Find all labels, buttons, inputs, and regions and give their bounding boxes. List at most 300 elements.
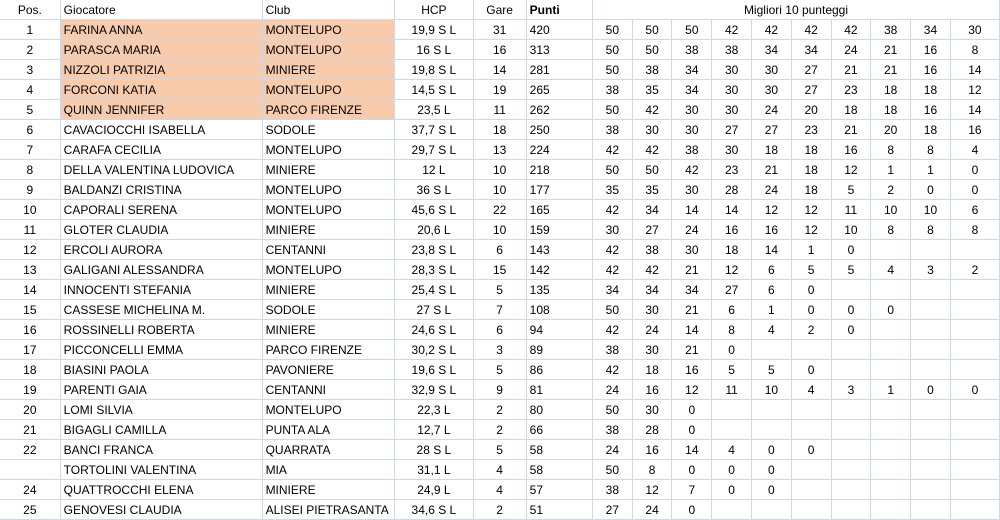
cell-club[interactable]: PARCO FIRENZE [262,100,395,120]
cell-player-name[interactable]: NIZZOLI PATRIZIA [60,60,262,80]
cell-score[interactable]: 50 [632,160,672,180]
cell-gare[interactable]: 10 [473,220,526,240]
cell-punti[interactable]: 142 [526,260,592,280]
cell-player-name[interactable]: GALIGANI ALESSANDRA [60,260,262,280]
cell-score[interactable]: 21 [672,300,712,320]
cell-hcp[interactable]: 23,5 L [395,100,474,120]
cell-punti[interactable]: 86 [526,360,592,380]
cell-score[interactable]: 23 [791,120,831,140]
cell-pos[interactable]: 22 [0,440,60,460]
header-pos[interactable]: Pos. [0,0,60,20]
cell-player-name[interactable]: GLOTER CLAUDIA [60,220,262,240]
cell-score[interactable] [911,400,951,420]
cell-score[interactable]: 21 [871,60,911,80]
cell-score[interactable]: 21 [752,160,792,180]
cell-score[interactable] [831,280,871,300]
cell-score[interactable] [791,340,831,360]
cell-score[interactable]: 42 [632,140,672,160]
cell-score[interactable] [831,400,871,420]
cell-score[interactable] [871,460,911,480]
cell-score[interactable]: 42 [592,320,632,340]
cell-score[interactable]: 34 [791,40,831,60]
cell-score[interactable]: 23 [712,160,752,180]
cell-club[interactable]: MONTELUPO [262,200,395,220]
cell-hcp[interactable]: 19,8 S L [395,60,474,80]
cell-club[interactable]: PARCO FIRENZE [262,340,395,360]
cell-punti[interactable]: 80 [526,400,592,420]
cell-score[interactable]: 16 [752,220,792,240]
cell-player-name[interactable]: BIGAGLI CAMILLA [60,420,262,440]
cell-score[interactable]: 12 [672,380,712,400]
cell-score[interactable] [831,340,871,360]
cell-club[interactable]: MINIERE [262,60,395,80]
cell-pos[interactable] [0,460,60,480]
header-best10[interactable]: Migliori 10 punteggi [592,0,999,20]
cell-score[interactable]: 38 [592,480,632,500]
cell-score[interactable]: 1 [791,240,831,260]
cell-punti[interactable]: 81 [526,380,592,400]
cell-score[interactable]: 6 [752,280,792,300]
cell-score[interactable]: 16 [911,40,951,60]
cell-player-name[interactable]: BALDANZI CRISTINA [60,180,262,200]
cell-score[interactable]: 34 [911,20,951,40]
cell-score[interactable] [871,400,911,420]
cell-score[interactable] [950,420,999,440]
cell-score[interactable]: 20 [871,120,911,140]
cell-score[interactable]: 18 [791,140,831,160]
cell-pos[interactable]: 13 [0,260,60,280]
cell-pos[interactable]: 5 [0,100,60,120]
cell-score[interactable] [911,460,951,480]
cell-score[interactable]: 24 [592,380,632,400]
cell-gare[interactable]: 13 [473,140,526,160]
cell-gare[interactable]: 5 [473,360,526,380]
cell-score[interactable]: 50 [592,160,632,180]
cell-score[interactable] [950,320,999,340]
cell-score[interactable]: 18 [791,180,831,200]
cell-score[interactable]: 30 [672,100,712,120]
cell-score[interactable]: 0 [950,380,999,400]
cell-score[interactable]: 20 [791,100,831,120]
cell-score[interactable]: 10 [871,200,911,220]
cell-gare[interactable]: 10 [473,160,526,180]
cell-score[interactable]: 16 [672,360,712,380]
cell-club[interactable]: ALISEI PIETRASANTA [262,500,395,520]
cell-score[interactable]: 14 [712,200,752,220]
cell-pos[interactable]: 10 [0,200,60,220]
cell-player-name[interactable]: TORTOLINI VALENTINA [60,460,262,480]
cell-gare[interactable]: 19 [473,80,526,100]
cell-score[interactable]: 28 [712,180,752,200]
cell-score[interactable]: 38 [592,120,632,140]
cell-pos[interactable]: 11 [0,220,60,240]
cell-player-name[interactable]: ERCOLI AURORA [60,240,262,260]
cell-player-name[interactable]: PARASCA MARIA [60,40,262,60]
cell-score[interactable]: 3 [831,380,871,400]
cell-player-name[interactable]: DELLA VALENTINA LUDOVICA [60,160,262,180]
cell-score[interactable]: 21 [831,120,871,140]
cell-score[interactable]: 42 [831,20,871,40]
cell-score[interactable] [911,420,951,440]
cell-score[interactable]: 24 [632,320,672,340]
cell-score[interactable]: 38 [871,20,911,40]
cell-score[interactable] [752,340,792,360]
cell-pos[interactable]: 12 [0,240,60,260]
cell-score[interactable]: 42 [592,240,632,260]
cell-player-name[interactable]: CASSESE MICHELINA M. [60,300,262,320]
cell-score[interactable]: 30 [592,220,632,240]
cell-score[interactable]: 4 [752,320,792,340]
cell-score[interactable]: 0 [831,300,871,320]
cell-score[interactable]: 5 [712,360,752,380]
cell-score[interactable]: 16 [911,60,951,80]
cell-club[interactable]: MONTELUPO [262,260,395,280]
cell-score[interactable]: 16 [632,380,672,400]
cell-hcp[interactable]: 19,6 S L [395,360,474,380]
cell-hcp[interactable]: 25,4 S L [395,280,474,300]
cell-score[interactable]: 14 [950,60,999,80]
cell-player-name[interactable]: INNOCENTI STEFANIA [60,280,262,300]
cell-punti[interactable]: 58 [526,460,592,480]
cell-score[interactable]: 21 [672,260,712,280]
cell-pos[interactable]: 21 [0,420,60,440]
cell-club[interactable]: SODOLE [262,300,395,320]
cell-score[interactable]: 0 [672,460,712,480]
cell-score[interactable]: 0 [752,480,792,500]
cell-club[interactable]: PUNTA ALA [262,420,395,440]
cell-score[interactable]: 27 [791,80,831,100]
cell-score[interactable]: 50 [592,60,632,80]
cell-score[interactable]: 14 [752,240,792,260]
cell-score[interactable]: 30 [712,60,752,80]
cell-score[interactable] [911,500,951,520]
cell-hcp[interactable]: 20,6 L [395,220,474,240]
cell-punti[interactable]: 89 [526,340,592,360]
cell-hcp[interactable]: 22,3 L [395,400,474,420]
cell-score[interactable]: 16 [632,440,672,460]
cell-score[interactable]: 27 [632,220,672,240]
cell-score[interactable]: 35 [632,80,672,100]
cell-hcp[interactable]: 27 S L [395,300,474,320]
cell-score[interactable]: 16 [911,100,951,120]
cell-score[interactable]: 2 [871,180,911,200]
cell-score[interactable]: 18 [911,120,951,140]
cell-score[interactable]: 24 [831,40,871,60]
cell-punti[interactable]: 143 [526,240,592,260]
cell-club[interactable]: MONTELUPO [262,180,395,200]
cell-score[interactable]: 21 [831,60,871,80]
cell-score[interactable] [791,460,831,480]
cell-hcp[interactable]: 34,6 S L [395,500,474,520]
cell-score[interactable] [950,300,999,320]
cell-score[interactable]: 50 [592,460,632,480]
cell-score[interactable]: 8 [712,320,752,340]
cell-player-name[interactable]: BIASINI PAOLA [60,360,262,380]
cell-score[interactable]: 30 [712,80,752,100]
cell-club[interactable]: SODOLE [262,120,395,140]
cell-score[interactable] [831,420,871,440]
cell-score[interactable]: 10 [911,200,951,220]
cell-gare[interactable]: 2 [473,500,526,520]
cell-score[interactable]: 7 [672,480,712,500]
cell-score[interactable]: 14 [672,320,712,340]
cell-score[interactable] [871,320,911,340]
cell-club[interactable]: MONTELUPO [262,80,395,100]
cell-score[interactable]: 50 [672,20,712,40]
cell-score[interactable]: 10 [831,220,871,240]
cell-score[interactable]: 1 [871,380,911,400]
cell-score[interactable] [950,400,999,420]
cell-hcp[interactable]: 37,7 S L [395,120,474,140]
cell-score[interactable]: 0 [950,160,999,180]
cell-gare[interactable]: 18 [473,120,526,140]
cell-pos[interactable]: 16 [0,320,60,340]
cell-score[interactable]: 18 [791,160,831,180]
cell-score[interactable]: 50 [632,40,672,60]
cell-pos[interactable]: 18 [0,360,60,380]
cell-score[interactable]: 34 [672,80,712,100]
cell-gare[interactable]: 6 [473,240,526,260]
cell-score[interactable]: 0 [831,320,871,340]
cell-gare[interactable]: 14 [473,60,526,80]
cell-pos[interactable]: 14 [0,280,60,300]
cell-gare[interactable]: 11 [473,100,526,120]
cell-score[interactable]: 30 [672,240,712,260]
cell-club[interactable]: QUARRATA [262,440,395,460]
cell-gare[interactable]: 3 [473,340,526,360]
cell-pos[interactable]: 9 [0,180,60,200]
cell-score[interactable]: 6 [752,260,792,280]
cell-score[interactable]: 24 [752,180,792,200]
cell-score[interactable] [911,440,951,460]
cell-gare[interactable]: 31 [473,20,526,40]
cell-player-name[interactable]: CAVACIOCCHI ISABELLA [60,120,262,140]
cell-club[interactable]: MINIERE [262,480,395,500]
cell-score[interactable]: 42 [592,260,632,280]
cell-score[interactable]: 30 [672,180,712,200]
cell-score[interactable] [950,280,999,300]
cell-score[interactable]: 12 [632,480,672,500]
cell-score[interactable] [950,440,999,460]
cell-score[interactable]: 27 [791,60,831,80]
cell-score[interactable]: 30 [632,120,672,140]
cell-score[interactable]: 0 [831,240,871,260]
cell-punti[interactable]: 281 [526,60,592,80]
cell-score[interactable]: 0 [911,380,951,400]
cell-score[interactable] [950,500,999,520]
cell-score[interactable]: 30 [712,100,752,120]
cell-punti[interactable]: 218 [526,160,592,180]
cell-club[interactable]: MIA [262,460,395,480]
cell-score[interactable]: 30 [752,60,792,80]
cell-hcp[interactable]: 28,3 S L [395,260,474,280]
cell-score[interactable]: 27 [752,120,792,140]
cell-score[interactable]: 0 [712,340,752,360]
cell-score[interactable] [831,500,871,520]
cell-score[interactable]: 0 [712,480,752,500]
cell-score[interactable]: 1 [752,300,792,320]
cell-score[interactable]: 1 [911,160,951,180]
cell-score[interactable]: 34 [632,200,672,220]
cell-score[interactable]: 16 [950,120,999,140]
cell-score[interactable] [791,480,831,500]
cell-score[interactable]: 6 [950,200,999,220]
cell-score[interactable]: 38 [632,60,672,80]
cell-hcp[interactable]: 19,9 S L [395,20,474,40]
cell-score[interactable] [950,480,999,500]
cell-score[interactable]: 27 [712,280,752,300]
cell-club[interactable]: MINIERE [262,220,395,240]
cell-score[interactable]: 8 [871,220,911,240]
cell-score[interactable]: 4 [791,380,831,400]
cell-score[interactable] [950,360,999,380]
cell-score[interactable]: 50 [592,20,632,40]
cell-pos[interactable]: 2 [0,40,60,60]
cell-score[interactable]: 8 [911,140,951,160]
cell-punti[interactable]: 265 [526,80,592,100]
cell-hcp[interactable]: 12,7 L [395,420,474,440]
cell-score[interactable]: 10 [752,380,792,400]
cell-score[interactable]: 42 [632,260,672,280]
cell-club[interactable]: MINIERE [262,160,395,180]
cell-hcp[interactable]: 16 S L [395,40,474,60]
cell-score[interactable] [831,440,871,460]
cell-score[interactable]: 38 [592,340,632,360]
cell-score[interactable] [791,420,831,440]
cell-punti[interactable]: 51 [526,500,592,520]
cell-player-name[interactable]: GENOVESI CLAUDIA [60,500,262,520]
cell-score[interactable]: 50 [592,40,632,60]
cell-pos[interactable]: 24 [0,480,60,500]
cell-score[interactable]: 12 [950,80,999,100]
cell-club[interactable]: PAVONIERE [262,360,395,380]
cell-score[interactable] [752,500,792,520]
cell-score[interactable]: 18 [911,80,951,100]
cell-score[interactable]: 5 [831,260,871,280]
cell-score[interactable]: 18 [871,100,911,120]
cell-score[interactable] [911,240,951,260]
cell-score[interactable] [831,480,871,500]
cell-hcp[interactable]: 36 S L [395,180,474,200]
cell-score[interactable]: 12 [712,260,752,280]
cell-score[interactable] [911,280,951,300]
cell-score[interactable]: 50 [632,20,672,40]
cell-gare[interactable]: 5 [473,280,526,300]
cell-score[interactable] [871,280,911,300]
cell-gare[interactable]: 22 [473,200,526,220]
cell-score[interactable]: 50 [592,400,632,420]
cell-score[interactable]: 8 [911,220,951,240]
cell-score[interactable]: 30 [950,20,999,40]
cell-score[interactable]: 0 [672,500,712,520]
cell-pos[interactable]: 3 [0,60,60,80]
cell-gare[interactable]: 2 [473,420,526,440]
cell-score[interactable]: 8 [950,220,999,240]
cell-gare[interactable]: 9 [473,380,526,400]
header-player[interactable]: Giocatore [60,0,262,20]
cell-hcp[interactable]: 24,6 S L [395,320,474,340]
cell-score[interactable]: 34 [632,280,672,300]
cell-hcp[interactable]: 32,9 S L [395,380,474,400]
cell-score[interactable] [911,340,951,360]
cell-score[interactable]: 5 [831,180,871,200]
cell-score[interactable] [911,360,951,380]
cell-player-name[interactable]: CAPORALI SERENA [60,200,262,220]
cell-score[interactable]: 1 [871,160,911,180]
cell-score[interactable]: 12 [831,160,871,180]
cell-score[interactable]: 11 [712,380,752,400]
cell-score[interactable]: 30 [712,140,752,160]
cell-score[interactable]: 0 [752,460,792,480]
cell-hcp[interactable]: 24,9 L [395,480,474,500]
cell-score[interactable]: 3 [911,260,951,280]
cell-score[interactable]: 0 [791,360,831,380]
cell-score[interactable]: 30 [752,80,792,100]
cell-score[interactable]: 34 [592,280,632,300]
cell-score[interactable]: 23 [831,80,871,100]
cell-punti[interactable]: 177 [526,180,592,200]
cell-gare[interactable]: 4 [473,480,526,500]
cell-score[interactable]: 42 [592,360,632,380]
cell-score[interactable] [791,500,831,520]
cell-pos[interactable]: 19 [0,380,60,400]
cell-pos[interactable]: 25 [0,500,60,520]
cell-player-name[interactable]: FORCONI KATIA [60,80,262,100]
cell-score[interactable]: 42 [752,20,792,40]
cell-score[interactable]: 4 [871,260,911,280]
cell-score[interactable]: 42 [592,140,632,160]
cell-score[interactable]: 38 [672,40,712,60]
cell-score[interactable]: 38 [592,420,632,440]
cell-player-name[interactable]: QUATTROCCHI ELENA [60,480,262,500]
cell-score[interactable]: 5 [791,260,831,280]
cell-score[interactable]: 12 [752,200,792,220]
cell-hcp[interactable]: 31,1 L [395,460,474,480]
cell-club[interactable]: MONTELUPO [262,140,395,160]
cell-score[interactable]: 18 [871,80,911,100]
cell-score[interactable]: 0 [911,180,951,200]
cell-pos[interactable]: 20 [0,400,60,420]
cell-club[interactable]: CENTANNI [262,380,395,400]
cell-score[interactable]: 34 [672,60,712,80]
cell-score[interactable]: 18 [831,100,871,120]
cell-score[interactable] [752,420,792,440]
cell-player-name[interactable]: FARINA ANNA [60,20,262,40]
cell-club[interactable]: MINIERE [262,320,395,340]
cell-punti[interactable]: 57 [526,480,592,500]
cell-score[interactable] [871,500,911,520]
cell-score[interactable]: 16 [712,220,752,240]
cell-punti[interactable]: 108 [526,300,592,320]
cell-player-name[interactable]: PICCONCELLI EMMA [60,340,262,360]
cell-score[interactable] [950,460,999,480]
cell-score[interactable] [950,340,999,360]
cell-score[interactable]: 34 [752,40,792,60]
cell-pos[interactable]: 8 [0,160,60,180]
cell-player-name[interactable]: LOMI SILVIA [60,400,262,420]
cell-score[interactable]: 0 [791,300,831,320]
cell-score[interactable] [712,420,752,440]
cell-punti[interactable]: 262 [526,100,592,120]
cell-score[interactable]: 11 [831,200,871,220]
cell-score[interactable]: 18 [752,140,792,160]
header-gare[interactable]: Gare [473,0,526,20]
cell-score[interactable]: 6 [712,300,752,320]
cell-score[interactable]: 8 [871,140,911,160]
cell-score[interactable]: 0 [791,280,831,300]
cell-score[interactable]: 0 [950,180,999,200]
cell-score[interactable] [871,340,911,360]
